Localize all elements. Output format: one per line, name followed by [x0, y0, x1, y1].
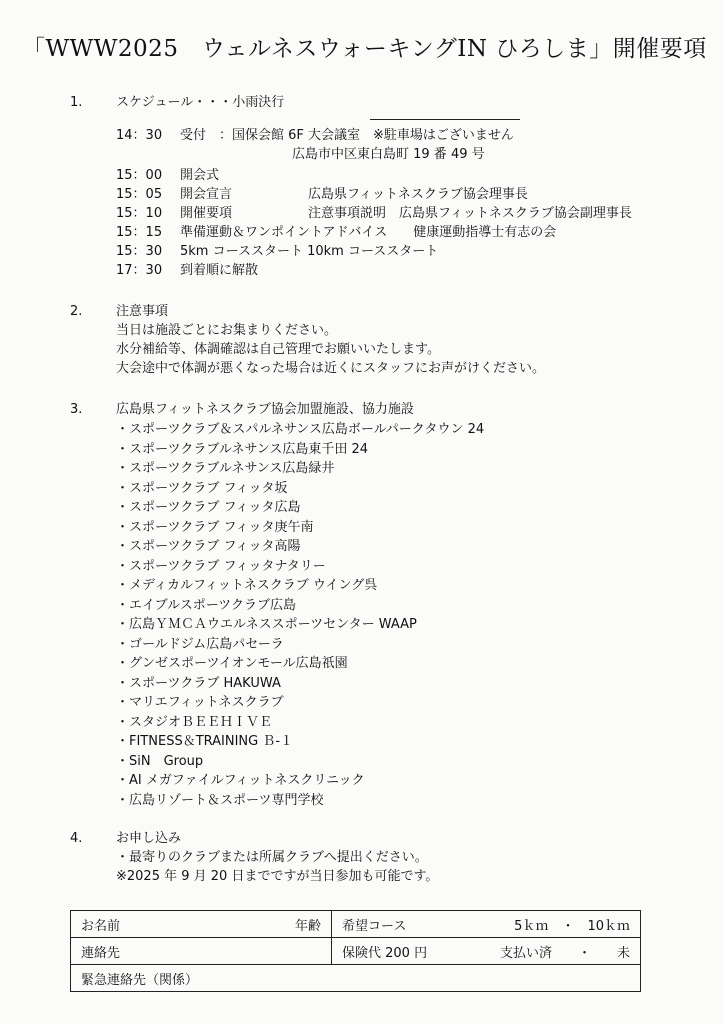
schedule-row: [116, 167, 219, 185]
schedule-time: 15：15: [116, 225, 163, 240]
notice-line: 当日は施設ごとにお集まりください。: [116, 323, 338, 338]
schedule-row: [116, 205, 632, 223]
emergency-contact-field[interactable]: [71, 965, 641, 992]
schedule-time: 15：00: [116, 168, 163, 183]
name-field[interactable]: [71, 911, 332, 938]
schedule-label: 広島市中区東白島町 19 番 49 号: [292, 147, 485, 162]
course-field[interactable]: [332, 911, 641, 938]
schedule-time: 14：30: [116, 128, 163, 143]
facility-item: ・スポーツクラブルネサンス広島緑井: [116, 461, 335, 476]
schedule-label: 開会式: [180, 168, 220, 183]
schedule-extra: 注意事項説明 広島県フィットネスクラブ協会副理事長: [308, 206, 632, 221]
section-4-heading: お申し込み: [116, 831, 182, 846]
facility-item: ・エイブルスポーツクラブ広島: [116, 598, 297, 613]
facility-item: ・FITNESS＆TRAINING Ｂ-１: [116, 734, 294, 749]
section-2-heading: 注意事項: [116, 304, 169, 319]
underline-decoration: [370, 119, 520, 120]
facility-item: ・スポーツクラブ フィッタ高陽: [116, 539, 301, 554]
section-4-number: 4.: [70, 831, 83, 846]
facility-item: ・スポーツクラブ フィッタ広島: [116, 500, 301, 515]
schedule-label: 5km コーススタート 10km コーススタート: [180, 244, 439, 259]
schedule-label: 受付 ：国保会館 6F 大会議室 ※駐車場はございません: [180, 128, 514, 143]
facility-item: ・スポーツクラブ HAKUWA: [116, 676, 281, 691]
schedule-label: 準備運動＆ワンポイントアドバイス 健康運動指導士有志の会: [180, 225, 557, 240]
schedule-label: 開会宣言: [180, 187, 233, 202]
facility-item: ・スポーツクラブ フィッタ坂: [116, 481, 288, 496]
facility-item: ・SiN Group: [116, 754, 204, 769]
schedule-row: [116, 243, 438, 261]
section-2-number: 2.: [70, 304, 83, 319]
schedule-time: 15：30: [116, 244, 163, 259]
contact-field[interactable]: [71, 938, 332, 965]
facility-item: ・スポーツクラブ フィッタ庚午南: [116, 520, 314, 535]
facility-item: ・広島ＹＭＣＡウエルネススポーツセンター WAAP: [116, 617, 417, 632]
name-label: お名前: [81, 918, 121, 934]
facility-item: ・スタジオＢＥＥＨＩＶＥ: [116, 715, 273, 730]
schedule-row: [116, 224, 556, 242]
facility-item: ・メディカルフィットネスクラブ ウイング呉: [116, 578, 378, 593]
facility-item: ・AI メガファイルフィットネスクリニック: [116, 773, 365, 788]
facility-item: ・ゴールドジム広島パセーラ: [116, 637, 284, 652]
schedule-label: 到着順に解散: [180, 263, 259, 278]
schedule-row: [292, 146, 485, 164]
fee-field[interactable]: [332, 938, 641, 965]
section-3-number: 3.: [70, 402, 83, 417]
section-1-heading: スケジュール・・・小雨決行: [116, 95, 285, 110]
notice-line: 大会途中で体調が悪くなった場合は近くにスタッフにお声がけください。: [116, 361, 546, 376]
schedule-row: [116, 127, 514, 145]
schedule-time: 17：30: [116, 263, 163, 278]
application-line: ・最寄りのクラブまたは所属クラブへ提出ください。: [116, 850, 428, 865]
schedule-time: 15：05: [116, 187, 163, 202]
schedule-row: [116, 262, 258, 280]
schedule-label: 開催要項: [180, 206, 233, 221]
contact-label: 連絡先: [81, 945, 121, 961]
facility-item: ・マリエフィットネスクラブ: [116, 695, 284, 710]
facility-item: ・スポーツクラブルネサンス広島東千田 24: [116, 442, 369, 457]
page-title: 「WWW2025 ウェルネスウォーキングIN ひろしま」開催要項: [22, 36, 707, 62]
age-label: 年齢: [294, 918, 321, 934]
emergency-label: 緊急連絡先（関係）: [81, 972, 199, 988]
schedule-time: 15：10: [116, 206, 163, 221]
schedule-extra: 広島県フィットネスクラブ協会理事長: [308, 187, 528, 202]
application-form: [70, 910, 641, 992]
application-line: ※2025 年 9 月 20 日までですが当日参加も可能です。: [116, 869, 439, 884]
facility-item: ・広島リゾート＆スポーツ専門学校: [116, 793, 324, 808]
facility-item: ・スポーツクラブ＆スパルネサンス広島ボールパークタウン 24: [116, 422, 485, 437]
facility-item: ・グンゼスポーツイオンモール広島祇園: [116, 656, 348, 671]
notice-line: 水分補給等、体調確認は自己管理でお願いいたします。: [116, 342, 440, 357]
section-1-number: 1.: [70, 95, 83, 110]
schedule-row: [116, 186, 528, 204]
section-3-heading: 広島県フィットネスクラブ協会加盟施設、協力施設: [116, 402, 414, 417]
course-label: 希望コース: [342, 918, 407, 934]
fee-label: 保険代 200 円: [342, 945, 428, 961]
course-options: 5ｋｍ ・ 10ｋｍ: [514, 918, 630, 934]
facility-item: ・スポーツクラブ フィッタナタリー: [116, 559, 326, 574]
paid-status: 支払い済 ・ 未: [499, 945, 630, 961]
